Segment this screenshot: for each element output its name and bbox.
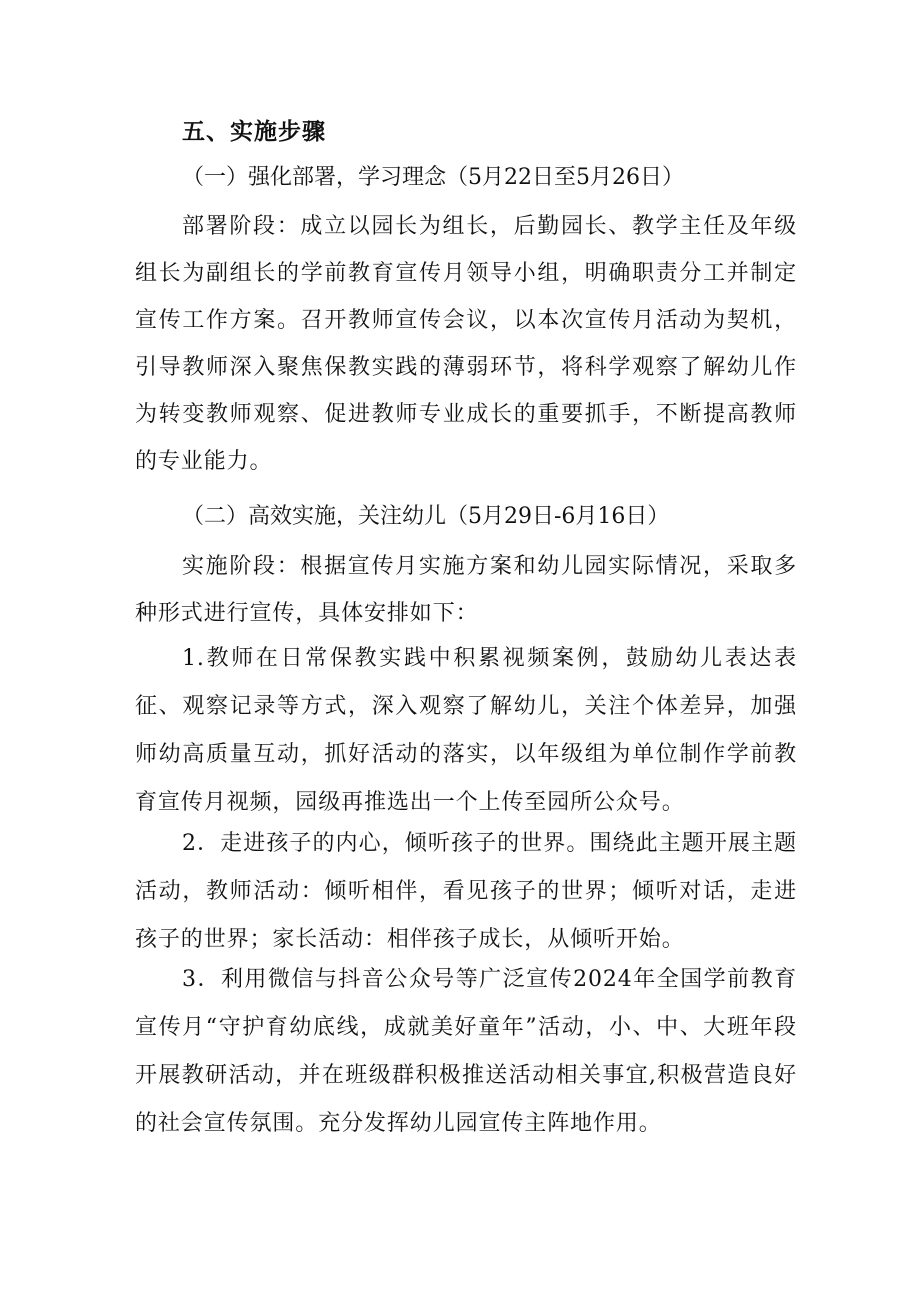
section-heading: 五、实施步骤 [182, 119, 326, 145]
subsection-title-2: （二）高效实施，关注幼儿（5月29日-6月16日） [182, 504, 670, 529]
list-item-2: 2．走进孩子的内心，倾听孩子的世界。围绕此主题开展主题活动，教师活动：倾听相伴，看见孩子的世界；倾听对话，走进孩子的世界；家长活动：相伴孩子成长，从倾听开始。 [135, 831, 797, 952]
list-item-3: 3．利用微信与抖音公众号等广泛宣传2024年全国学前教育宣传月“守护育幼底线，成就美好童年”活动，小、中、大班年段开展教研活动，并在班级群积极推送活动相关事宜,积极营造良好的社会宣传氛围。充分发挥幼儿园宣传主阵地作用。 [135, 967, 797, 1136]
paragraph-deployment: 部署阶段：成立以园长为组长，后勤园长、教学主任及年级组长为副组长的学前教育宣传月领导小组，明确职责分工并制定宣传工作方案。召开教师宣传会议，以本次宣传月活动为契机，引导教师深入聚焦保教实践的薄弱环节，将科学观察了解幼儿作为转变教师观察、促进教师专业成长的重要抓手，不断提高教师的专业能力。 [135, 214, 797, 474]
list-item-1: 1.教师在日常保教实践中积累视频案例，鼓励幼儿表达表征、观察记录等方式，深入观察了解幼儿，关注个体差异，加强师幼高质量互动，抓好活动的落实，以年级组为单位制作学前教育宣传月视频，园级再推选出一个上传至园所公众号。 [135, 646, 797, 815]
paragraph-implementation: 实施阶段：根据宣传月实施方案和幼儿园实际情况，采取多种形式进行宣传，具体安排如下： [135, 554, 797, 626]
subsection-title-1: （一）强化部署，学习理念（5月22日至5月26日） [182, 165, 684, 190]
